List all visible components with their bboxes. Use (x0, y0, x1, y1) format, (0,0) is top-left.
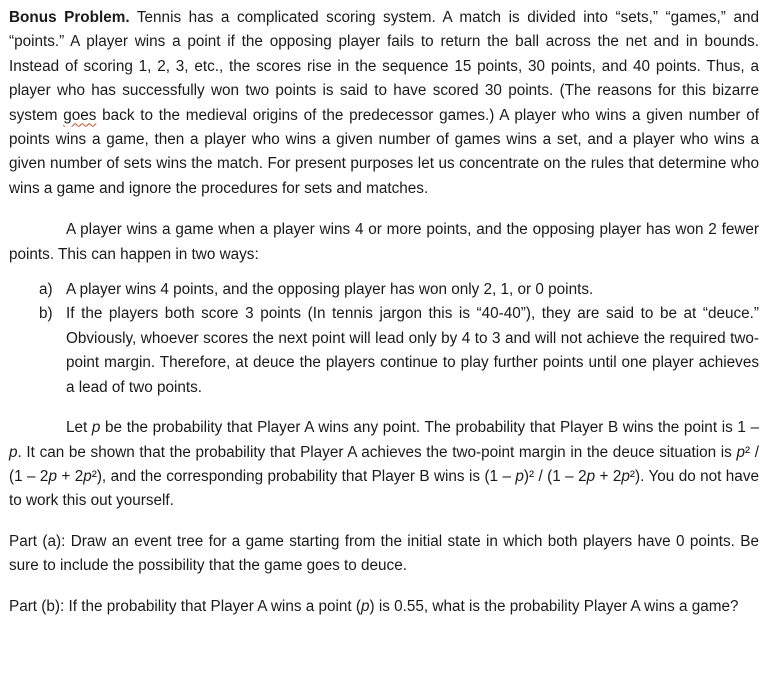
probability-text: be the probability that Player A wins any point. The probability that Player B wins the point is 1 – (100, 419, 760, 437)
probability-text: Let (66, 419, 92, 437)
intro-text-part-2: back to the medieval origins of the predecessor games.) A player who wins a given number of points wins a game, then a player who wins a given number of games wins a set, and a player who wins a given number of sets wins the match. For present purposes let us concentrate on the rules that determine who wins a game and ignore the procedures for sets and matches. (9, 106, 759, 197)
case-item-b (9, 302, 759, 400)
variable-p: p (83, 467, 92, 485)
probability-text: ² / (1 – 2 (9, 443, 759, 485)
case-text: If the players both score 3 points (In tennis jargon this is “40-40”), they are said to be at “deuce.” Obviously, whoever scores the next point will lead only by 4 to 3 and will not achieve the required two-point margin. Therefore, at deuce the players continue to play further points until one player achieves a lead of two points. (66, 305, 759, 396)
probability-text: ²), and the corresponding probability that Player B wins is (1 – (91, 467, 516, 485)
variable-p: p (361, 597, 370, 615)
variable-p: p (48, 467, 57, 485)
rule-paragraph: A player wins a game when a player wins 4 or more points, and the opposing player has won 2 fewer points. This can happen in two ways: (9, 221, 759, 263)
variable-p: p (586, 467, 596, 485)
case-item-a (9, 278, 759, 302)
problem-heading: Bonus Problem. (9, 9, 130, 26)
probability-text: ²). You do not have to work this out yourself. (9, 467, 759, 510)
case-list (9, 278, 759, 400)
part-b-text: Part (b): If the probability that Player A wins a point ( (9, 597, 361, 615)
variable-p: p (621, 467, 630, 485)
probability-text: + 2 (595, 467, 622, 485)
case-marker: a) (39, 281, 53, 299)
probability-paragraph (9, 416, 759, 514)
variable-p: p (515, 467, 524, 485)
part-b-paragraph (9, 595, 759, 619)
part-b-text: ) is 0.55, what is the probability Player A wins a game? (369, 597, 739, 615)
case-text: A player wins 4 points, and the opposing player has won only 2, 1, or 0 points. (66, 281, 594, 299)
variable-p: p (91, 419, 101, 437)
intro-text-part-1: Tennis has a complicated scoring system. A match is divided into “sets,” “games,” and “points.” A player wins a point if the opposing player fails to return the ball across the net and in bounds. Instead of scoring 1, 2, 3, etc., the scores rise in the sequence 15 points, 30 points, and 40 points. Thus, a player who has successfully won two points is said to have scored 30 points. (The reasons for this bizarre system (9, 9, 759, 124)
probability-text: + 2 (56, 467, 84, 485)
spellcheck-flagged-word[interactable]: goes (63, 106, 97, 124)
part-a-paragraph: Part (a): Draw an event tree for a game starting from the initial state in which both players have 0 points. Be sure to include the possibility that the game goes to deuce. (9, 532, 759, 575)
variable-p: p (736, 443, 745, 461)
probability-text: )² / (1 – 2 (523, 467, 587, 485)
probability-text: . It can be shown that the probability that Player A achieves the two-point margin in the deuce situation is (17, 443, 737, 461)
variable-p: p (9, 443, 18, 461)
intro-paragraph (9, 6, 759, 201)
case-marker: b) (39, 305, 53, 323)
